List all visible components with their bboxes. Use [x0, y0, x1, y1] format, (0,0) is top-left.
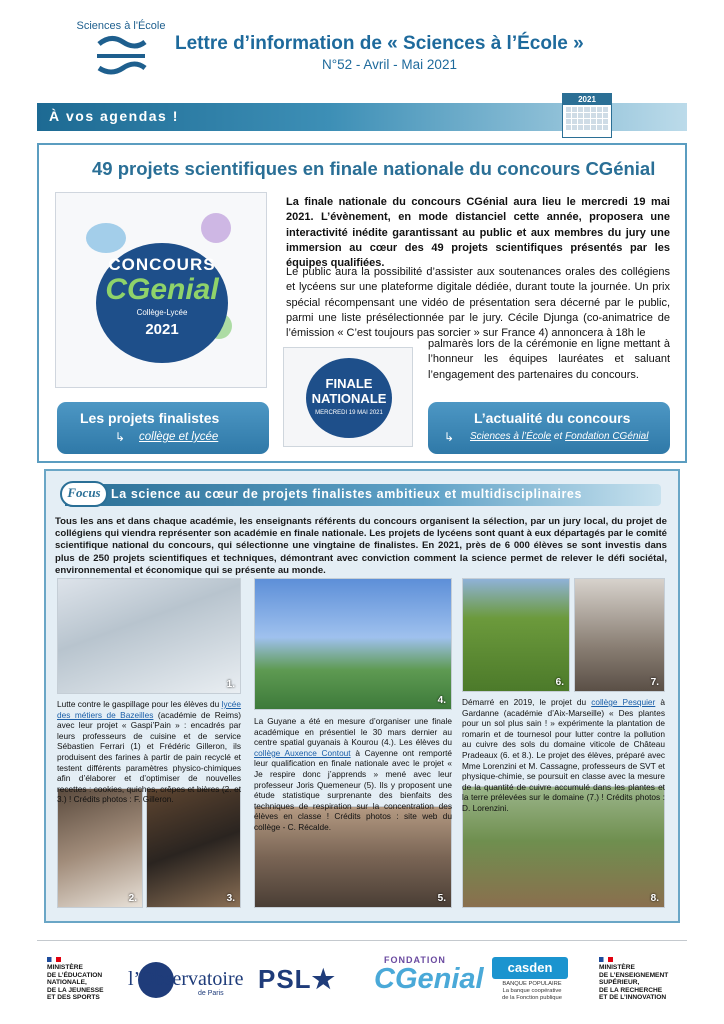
issue-subtitle: N°52 - Avril - Mai 2021: [322, 57, 457, 72]
lycee-bazeilles-link[interactable]: lycée des métiers de Bazeilles: [57, 699, 241, 720]
photo-kitchen-class: [57, 578, 241, 694]
photo-number: 8.: [650, 893, 659, 904]
ministry1-line: DE L’ÉDUCATION: [47, 971, 103, 979]
gear-decoration-icon: [201, 213, 231, 243]
photo-student-cook: [57, 788, 143, 908]
concours-cgenial-image: [55, 192, 267, 388]
sciences-a-lecole-link[interactable]: Sciences à l’École: [470, 431, 552, 442]
fondation-cgenial-link[interactable]: Fondation CGénial: [565, 431, 649, 442]
agenda-heading: À vos agendas !: [49, 108, 179, 124]
newsletter-title: Lettre d’information de « Sciences à l’École »: [175, 33, 584, 54]
cgenial-paragraph-2: Le public aura la possibilité d’assister aux soutenances orales des collégiens et lycéens sur une plateforme digitale dédiée, durant toute la journée. Un prix spécial récompensant une vidéo de présentation sera décerné par le public, parmi une liste présélectionnée par le jury. Cécile Djunga (co-animatrice de l’émission « C’est toujours pas sorcier » sur France 4) annoncera à 18h le: [286, 266, 670, 340]
ministry1-line: DE LA JEUNESSE: [47, 986, 104, 994]
cgenial-image-year: 2021: [145, 321, 179, 338]
ministry2-line: DE L’ENSEIGNEMENT: [599, 971, 669, 979]
caption-text: à Cayenne ont remporté leur qualification en finale nationale avec le projet « Je respire donc j’apprends » mené avec leur professeur Joris Quemeneur (5). Ils y proposent une étude statistique surprenante des bienfaits des techniques de respiration sur la concentration des élèves en classe ! Crédits photos : site web du collège - C. Récalde.: [254, 747, 453, 832]
ministry2-line: ET DE L’INNOVATION: [599, 994, 667, 1002]
photo-number: 1.: [226, 679, 235, 690]
observatoire-name: l’Observatoire: [128, 968, 244, 990]
cgenial-paragraph-3: palmarès lors de la cérémonie en ligne mettant à l’honneur les équipes lauréates et saluant l’engagement des partenaires du concours.: [428, 338, 670, 381]
psl-text: PSL: [258, 964, 312, 994]
finale-line1: FINALE: [325, 376, 373, 391]
finale-text: [284, 376, 413, 406]
fondation-label: FONDATION: [384, 955, 446, 965]
photo-beer-bottles: [146, 788, 241, 908]
observatoire-paris-logo: [128, 962, 244, 1002]
photo-lab-work: [574, 578, 665, 692]
news-button-title: L’actualité du concours: [474, 410, 631, 426]
cgenial-title: 49 projets scientifiques en finale nationale du concours CGénial: [92, 158, 656, 179]
ministry-higher-education-logo: [599, 957, 685, 1002]
cgenial-image-concours: CONCOURS: [108, 255, 216, 274]
finale-date: MERCREDI 19 MAI 2021: [315, 410, 383, 416]
photo-number: 6.: [555, 677, 564, 688]
psl-logo: [258, 964, 336, 995]
sciences-a-lecole-logo: [66, 20, 176, 86]
photo-number: 5.: [437, 893, 446, 904]
fondation-name: CGenial: [374, 963, 484, 995]
caption-text: à Gardanne (académie d’Aix-Marseille) « Des plantes pour un sol plus sain ! » expérimente la plantation de romarin et de tournesol pour lutter contre la pollution au cuivre des sols du domaine viticole de Château Pradeaux (6. et 8.). Le projet des élèves, préparé avec Mme Lorenzini et M. Cassagne, professeurs de SVT et physique-chimie, se poursuit en classe avec la mesure de la quantité de cuivre accumulé dans les plantes et la terre prélevées sur le domaine (7.) ! Crédits photos : D. Lorenzini.: [462, 697, 666, 813]
cgenial-image-name: CGenial: [105, 273, 219, 306]
logo-text: Sciences à l'École: [76, 20, 166, 32]
photo-sunflowers: [462, 578, 570, 692]
photo-number: 4.: [437, 695, 446, 706]
ministry2-line: DE LA RECHERCHE: [599, 986, 663, 994]
calendar-icon: [562, 93, 612, 138]
photo-number: 2.: [128, 893, 137, 904]
butterfly-decoration-icon: [86, 223, 126, 253]
french-flag-icon: [47, 957, 61, 962]
photo-number: 7.: [650, 677, 659, 688]
finalists-button[interactable]: [57, 402, 269, 454]
college-pesquier-link[interactable]: collège Pesquier: [591, 697, 656, 707]
casden-line1: BANQUE POPULAIRE: [502, 981, 562, 987]
french-flag-icon: [599, 957, 613, 962]
finalists-button-title: Les projets finalistes: [80, 410, 220, 426]
arrow-right-icon: ↳: [444, 430, 455, 444]
focus-label: Focus: [67, 485, 101, 500]
photo-kourou-group: [254, 578, 452, 710]
fondation-cgenial-logo: [374, 955, 484, 1001]
caption-bazeilles: [57, 699, 241, 805]
casden-name: casden: [492, 957, 568, 979]
cgenial-image-level: Collège-Lycée: [136, 308, 188, 317]
footer-divider: [37, 940, 687, 941]
finale-nationale-image: [283, 347, 413, 447]
news-links-joiner: et: [551, 431, 566, 442]
finale-line2: NATIONALE: [311, 391, 387, 406]
casden-line2: La banque coopérative: [502, 988, 562, 994]
focus-title: La science au cœur de projets finalistes ambitieux et multidisciplinaires: [111, 487, 583, 501]
ministry2-line: MINISTÈRE: [599, 964, 635, 971]
ministry2-line: SUPÉRIEUR,: [599, 979, 640, 987]
caption-text: (académie de Reims) avec leur projet « Gaspi’Pain » : encadrés par leurs professeurs de cuisine et de service Sébastien Ferrari (1) et Frédéric Gilleron, ils produisent des farines à partir de pain recyclé et testent différents paramètres physico-chimiques afin d’élaborer et d’optimiser de nouvelles recettes : cookies, quiches, crêpes et bières (2. et 3.) ! Crédits photos : F. Gilleron.: [57, 709, 241, 805]
calendar-year: 2021: [563, 94, 611, 105]
caption-text: Démarré en 2019, le projet du: [462, 697, 592, 707]
logo-icon: [91, 34, 151, 78]
ministry1-line: MINISTÈRE: [47, 964, 83, 971]
caption-pesquier: [462, 697, 665, 814]
focus-intro: Tous les ans et dans chaque académie, les enseignants référents du concours organisent la sélection, par un jury local, du projet de collégiens qui viendra représenter son académie en finale nationale. Les projets de lycéens sont quant à eux départagés par le comité scientifique national du concours, qui sélectionne une vingtaine de finalistes. En 2021, près de 6 000 élèves se sont investis dans plus de 250 projets scientifiques et techniques, démontrant avec conviction comment la science permet de relever le défi sociétal, environnemental et économique qui se présente au monde.: [55, 516, 667, 576]
star-icon: ★: [311, 964, 336, 994]
ministry1-line: ET DES SPORTS: [47, 994, 100, 1002]
ministry1-line: NATIONALE,: [47, 979, 87, 987]
finalists-link[interactable]: collège et lycée: [139, 431, 219, 443]
cgenial-paragraph-1: La finale nationale du concours CGénial aura lieu le mercredi 19 mai 2021. L’évènement, en mode distanciel cette année, proposera une interactivité inédite garantissant au public et aux membres du jury une immersion au cœur des 49 projets scientifiques présentés par les équipes qualifiées.: [286, 196, 670, 270]
photo-number: 3.: [226, 893, 235, 904]
casden-line3: de la Fonction publique: [502, 995, 562, 1001]
caption-text: La Guyane a été en mesure d’organiser une finale académique en présentiel le 30 mars dernier au centre spatial guyanais à Kourou (4.). Les élèves du: [254, 716, 452, 748]
college-auxence-contout-link[interactable]: collège Auxence Contout: [254, 747, 351, 758]
news-button[interactable]: [428, 402, 670, 454]
arrow-right-icon: ↳: [115, 430, 126, 444]
caption-text: Lutte contre le gaspillage pour les élèves du: [57, 699, 222, 709]
caption-guyane: [254, 716, 452, 833]
ministry-education-logo: [47, 957, 122, 1002]
observatoire-sub: de Paris: [198, 990, 224, 997]
casden-logo: [490, 955, 574, 1003]
news-links: [470, 431, 648, 442]
